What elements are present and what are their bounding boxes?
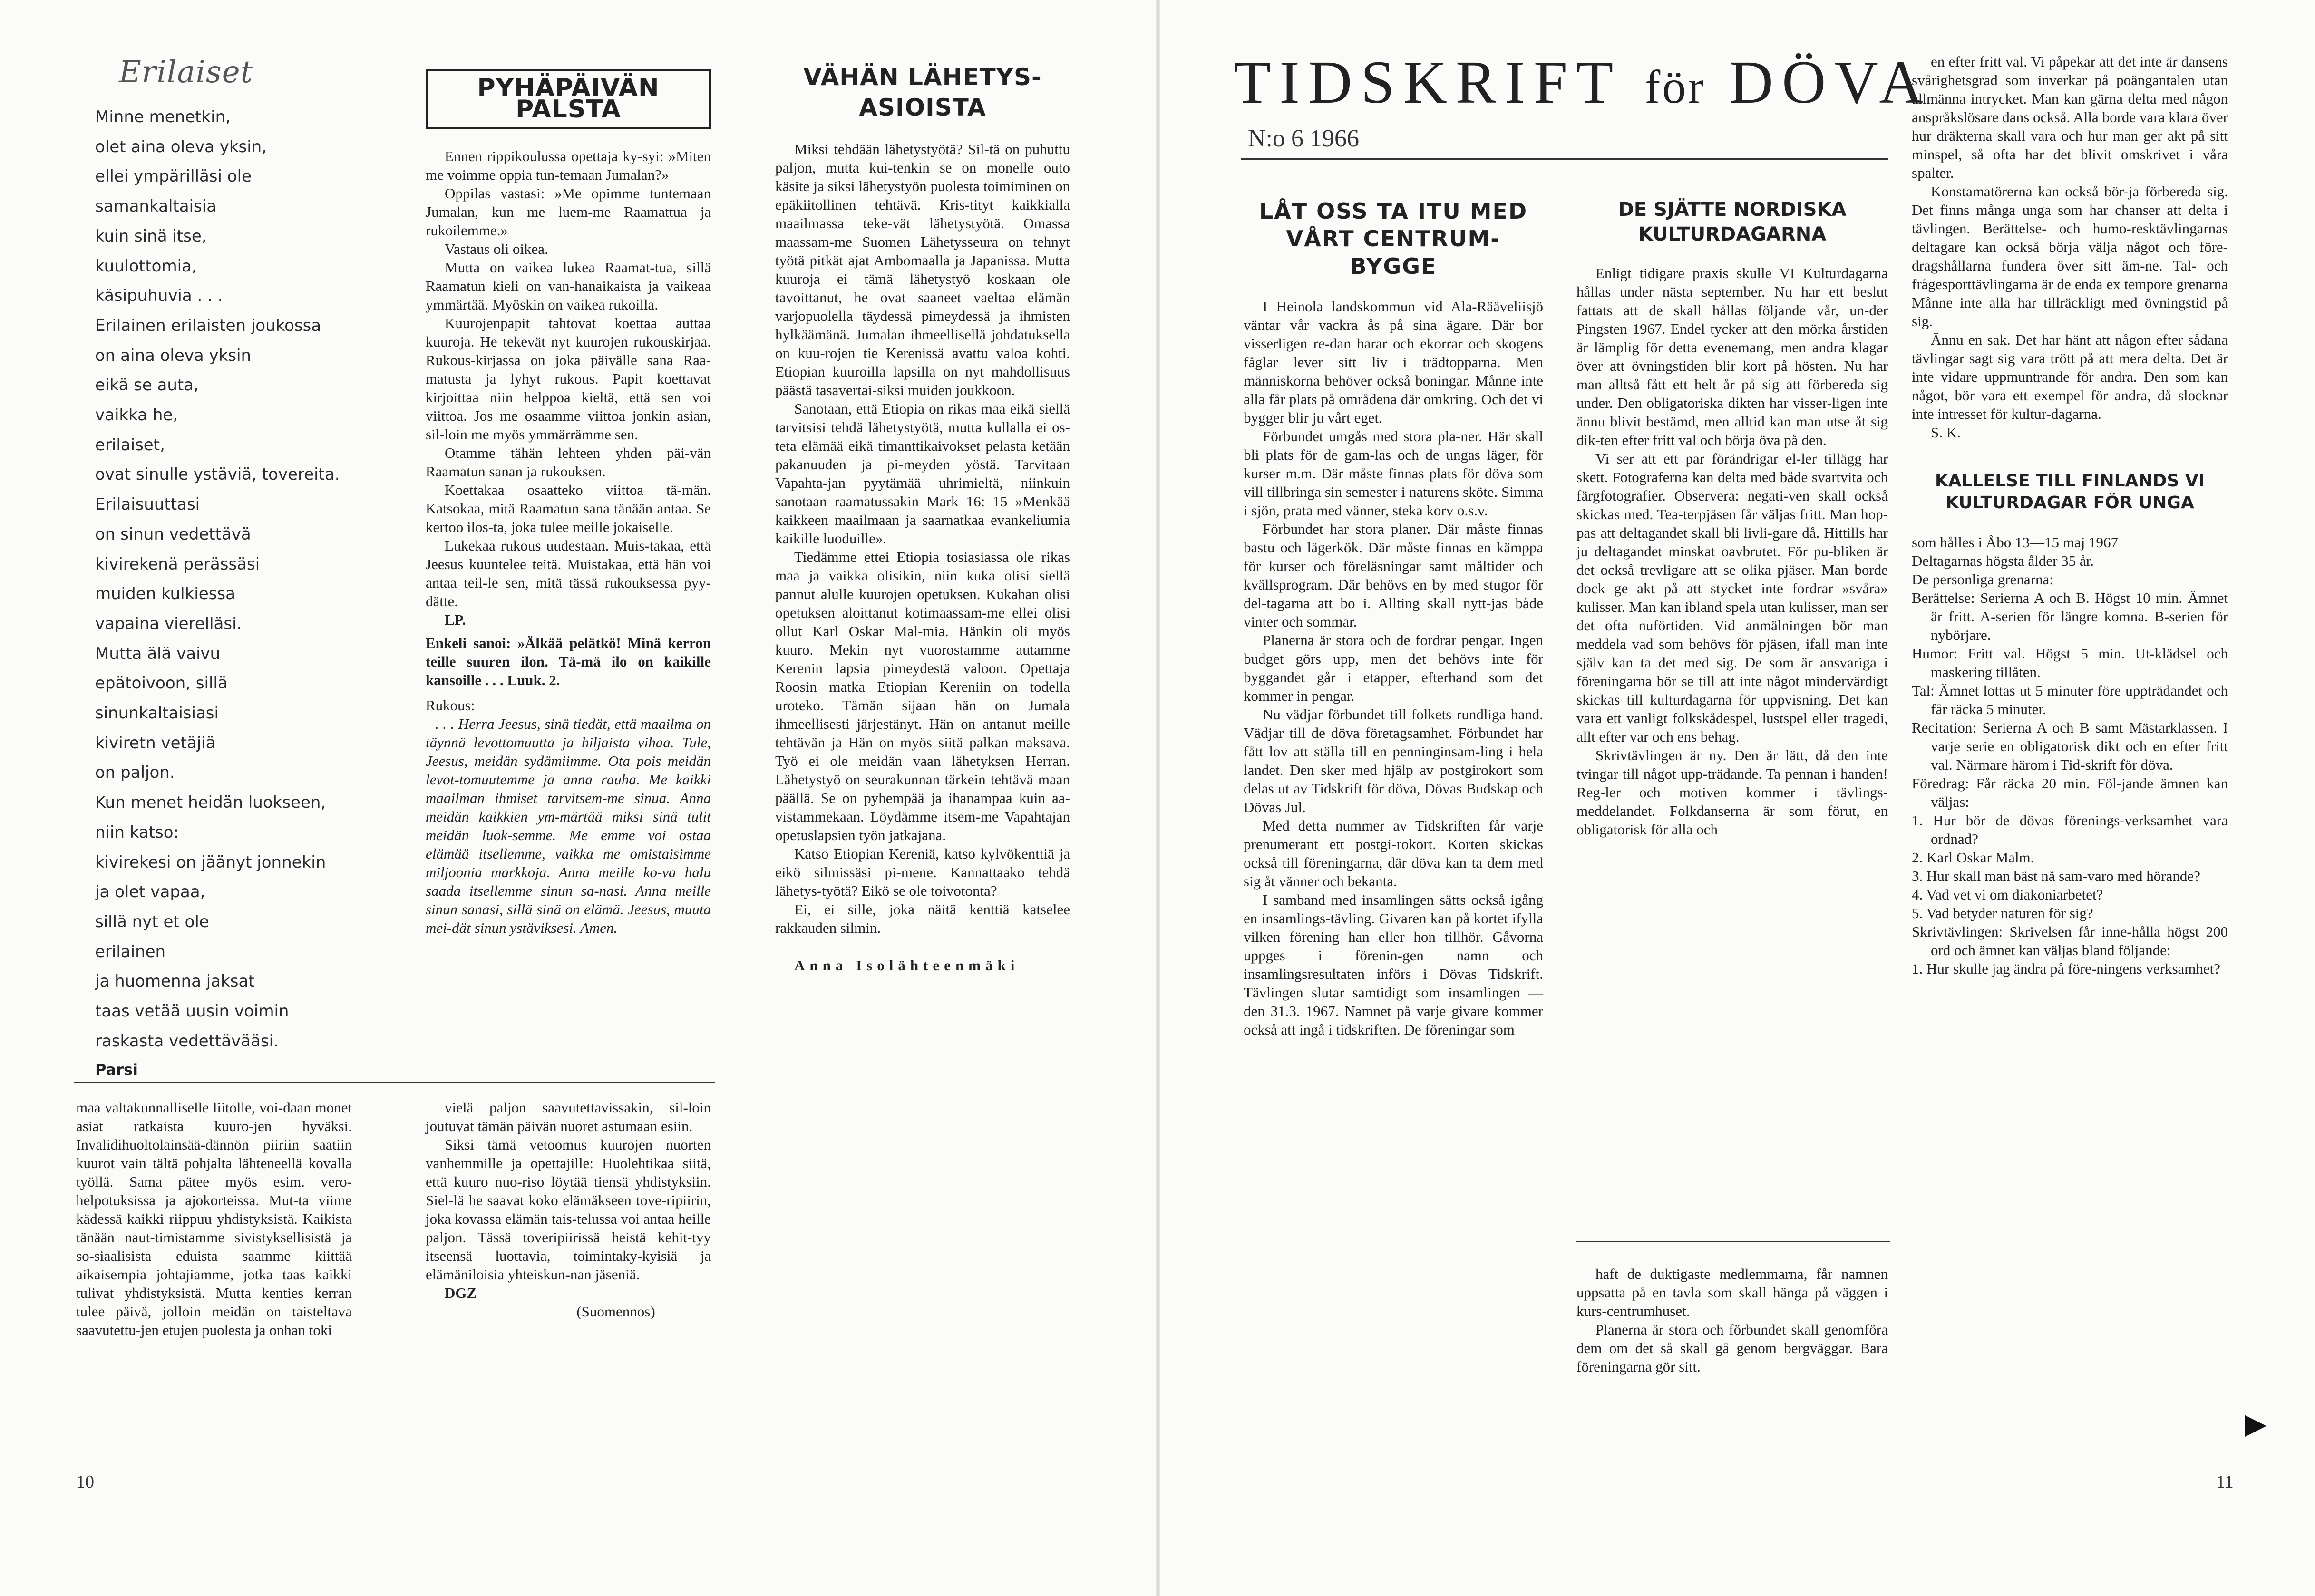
paragraph: Planerna är stora och de fordrar pengar. Ingen budget görs upp, men det behövs inte för byggandet går i etapper, efterhand som det kommer in pengar. [1244, 632, 1543, 704]
masthead-title-b: DÖVA [1729, 48, 1932, 116]
kallelse-line: De personliga grenarna: [1912, 571, 2053, 588]
lahetys-body [775, 140, 1070, 937]
paragraph: Siksi tämä vetoomus kuurojen nuorten vanhemmille ja opettajille: Huolehtikaa siitä, että kuuro nuo-riso löytää tiensä yhdistyksiin. Siel-lä he saavat koko elämäkseen tove-ripiirin, joka kovassa elämän tais-telussa voi antaa heille paljon. Tässä toveripiirissä heistä kehit-tyy itseensä luottavia, toimintaky-kyisiä ja elämäniloisia yhteiskun-nan jäseniä. [426, 1136, 711, 1283]
poem-line: käsipuhuvia . . . [95, 286, 223, 306]
paragraph: Mutta on vaikea lukea Raamat-tua, sillä Raamatun kieli on van-hanaikaista ja vaikeaa ymmärtää. Myöskin on vaikea rukoilla. [426, 259, 711, 313]
masthead [1234, 48, 1932, 117]
bottom-left-text: maa valtakunnalliselle liitolle, voi-daan monet asiat ratkaista kuuro-jen hyväksi. Invalidihuoltolainsää-dännön piiriin saatiin kuurot vain tältä pohjalta lähteneellä kovalla työllä. Sama pätee myös esim. vero-helpotuksissa ja ajokorteissa. Mut-ta viime kädessä kaikki riippuu yhdistyksistä. Kaikista tänään naut-timistamme sivistyksellisistä ja so-siaalisista eduista saamme kiittää aikaisempia johtajiamme, jotka taas kaikki tulivat yhdistyksistä. Mutta kenties kerran tulee päivä, jolloin meidän on taisteltava saavutettu-jen etujen puolesta ja onhan toki [76, 1099, 352, 1338]
kallelse-title: KALLELSE TILL FINLANDS VI KULTURDAGAR FÖR UNGA [1935, 471, 2205, 513]
centrum-body [1244, 297, 1543, 1039]
pyhapaiva-column [426, 69, 711, 937]
dgz-signature: DGZ [445, 1285, 477, 1301]
poem-line: samankaltaisia [95, 197, 217, 216]
poem-line: erilaiset, [95, 435, 165, 455]
continue-arrow-icon: ▶ [2245, 1408, 2267, 1440]
rukous-text: . . . Herra Jeesus, sinä tiedät, että maailma on täynnä levottomuutta ja hiljaista vihaa. Tule, Jeesus, meidän sydämiimme. Ota pois meidän levot-tomuutemme ja anna rauha. Me kaikki maailman ihmiset tarvitsem-me sinua. Anna meidän kaikkien ym-märtää miksi sinä tulit meidän luok-semme. Me emme voi ostaa elämää itsellemme, vaikka me omistaisimme miljoonia markkoja. Anna meille ko-va halu saada itsellemme sinun sa-nasi. Anna meille sinun sanasi, sillä sinä on elämä. Jeesus, muuta mei-dät sinun ystäviksesi. Amen. [426, 716, 711, 936]
paragraph: en efter fritt val. Vi påpekar att det inte är dansens svårighetsgrad som inverkar på poängantalen utan allmänna intrycket. Man kan gärna delta med någon anspråkslösare dans också. Alla borde vara klara över hur dräkterna skall vara och hur man ger akt på sitt minspel, så ofta har det blivit omskrivet i våra spalter. [1912, 53, 2228, 181]
kallelse-line: Tal: Ämnet lottas ut 5 minuter före uppträdandet och får räcka 5 minuter. [1912, 682, 2228, 717]
poem-line: Mutta älä vaivu [95, 644, 221, 663]
poem-line: kiviretn vetäjiä [95, 733, 216, 753]
kallelse-line: 3. Hur skall man bäst nå sam-varo med hörande? [1912, 868, 2200, 884]
poem-signature: Parsi [95, 1060, 138, 1079]
paragraph: Vastaus oli oikea. [445, 241, 548, 257]
poem-line: sillä nyt et ole [95, 912, 209, 931]
poem-line: Kun menet heidän luokseen, [95, 793, 326, 813]
paragraph: haft de duktigaste medlemmarna, får namnen uppsatta på en tavla som skall hänga på väggen i kurs-centrumhuset. [1576, 1266, 1888, 1319]
pyhapaiva-signature: LP. [445, 611, 466, 628]
lahetys-column [775, 62, 1070, 975]
paragraph: Vi ser att ett par förändrigar el-ler tillägg har skett. Fotograferna kan delta med både svartvita och färgfotografier. Observera: negati-ven skall också skickas med. Tea-terpjäsen får väljas fritt. Man hop-pas att deltagandet skall bli livli-gare då. Hittills har ju deltagandet minskat oavbrutet. För pu-bliken är det också trevligare att se olika pjäser. Man borde dock ge akt på att stycket inte fordrar »svåra» kulisser. Man kan ibland spela utan kulisser, man ser det ofta nuförtiden. Vid anmälningen bör man meddela vad som behövs för pjäsen, ifall man inte själv kan ta det med sig. De som är ansvariga i föreningarna bör se till att inte något mindervärdigt skickas till kulturdagarna för uppvisning. Det kan vara ett vanligt folkskådespel, lustspel eller tragedi, allt efter var och ens behag. [1576, 450, 1888, 745]
kallelse-line: 1. Hur skulle jag ändra på före-ningens verksamhet? [1912, 960, 2221, 977]
paragraph: Kuurojenpapit tahtovat koettaa auttaa kuuroja. He tekevät nyt kuurojen rukouskirjaa. Rukous-kirjassa on joka päivälle sana Raa-matusta ja lyhyt rukous. Papit koettavat kirjoittaa niin helppoa kieltä, että sen voi viittoa. Jos me osaamme viittoa jonkin asian, sil-loin me myös ymmärrämme sen. [426, 315, 711, 443]
enkeli-quote: Enkeli sanoi: »Älkää pelätkö! Minä kerron teille suuren ilon. Tä-mä ilo on kaikille kansoille . . . Luuk. 2. [426, 635, 711, 688]
paragraph: Lukekaa rukous uudestaan. Muis-takaa, että Jeesus kuuntelee teitä. Muistakaa, että hän voi antaa teil-le sen, mitä tässä rukouksessa pyy-dätte. [426, 537, 711, 609]
paragraph: Ennen rippikoulussa opettaja ky-syi: »Miten me voimme oppia tun-temaan Jumalan?» [426, 148, 711, 183]
kultur-title: DE SJÄTTE NORDISKA KULTURDAGARNA [1618, 199, 1847, 245]
page-number-right: 11 [2216, 1472, 2234, 1492]
kallelse-line: Skrivtävlingen: Skrivelsen får inne-hålla högst 200 ord och ämnet kan väljas bland följande: [1912, 923, 2228, 958]
kallelse-line: 1. Hur bör de dövas förenings-verksamhet vara ordnad? [1912, 812, 2228, 847]
poem-line: muiden kulkiessa [95, 584, 235, 604]
kallelse-line: Berättelse: Serierna A och B. Högst 10 min. Ämnet är fritt. A-serien för längre komna. B-serien för nybörjare. [1912, 590, 2228, 643]
masthead-rule [1241, 158, 1888, 160]
masthead-title-mid: för [1644, 60, 1706, 113]
paragraph: I samband med insamlingen sätts också igång en insamlings-tävling. Givaren kan på kortet ifylla vilken förening han eller hon tillhör. Gåvorna uppges i förenin-gen namn och insamlingsresultaten införs i Dövas Tidskrift. Tävlingen slutar samtidigt som insamlingen — den 31.3. 1967. Namnet på varje givare kommer också att ingå i tidskriften. De föreningar som [1244, 891, 1543, 1038]
poem-line: ja olet vapaa, [95, 882, 205, 902]
kallelse-line: Recitation: Serierna A och B samt Mästarklassen. I varje serie en obligatorisk dikt och en efter fritt val. Närmare härom i Tid-skrift för döva. [1912, 719, 2228, 773]
pyhapaiva-body [426, 147, 711, 610]
poem-line: on paljon. [95, 763, 175, 783]
issue-number: N:o 6 1966 [1248, 125, 1359, 152]
paragraph: Miksi tehdään lähetystyötä? Sil-tä on puhuttu paljon, mutta kui-tenkin se on monelle outo käsite ja siksi lähetystyön puolesta toimiminen on epäkiitollinen tehtävä. Kris-tityt kaikkialla maailmassa teke-vät lähetystyötä. Omassa maassam-me Suomen Lähetysseura on tehnyt työtä pitkät ajat Ambomaalla ja Japanissa. Mutta kuuroja ei tämä lähetystyö koskaan ole tavoittanut, he ovat saaneet vaeltaa elämän varjopuolella täydessä pimeydessä ja ihmisten hylkäämänä. Jumalan ihmeellisellä johdatuksella on kuu-rojen tie Kerenissä avattu valoa kohti. Etiopian kuuroilla lapsilla on nyt mahdollisuus päästä tasavertai-siksi muiden joukkoon. [775, 141, 1070, 398]
poem-column [76, 55, 352, 1081]
poem-line: on sinun vedettävä [95, 524, 251, 544]
page-number-left: 10 [76, 1472, 94, 1492]
paragraph: Konstamatörerna kan också bör-ja förbereda sig. Det finns många unga som har chanser att delta i tävlingen. Berättelse- och humo-resktävlingarnas deltagare kan också börja välja något och före-dragshållarna fundera över sitt äm-ne. Tal- och frågesporttävlingarna är de enda ex tempore grenarna Månne inte alla har tillräckligt med övningstid på sig. [1912, 183, 2228, 329]
paragraph: vielä paljon saavutettavissakin, sil-loin joutuvat tämän päivän nuoret astumaan esiin. [426, 1099, 711, 1134]
centrum-column [1244, 197, 1543, 1039]
poem-line: kuin sinä itse, [95, 226, 207, 246]
poem-line: epätoivoon, sillä [95, 674, 228, 693]
poem-line: ellei ympärilläsi ole [95, 167, 252, 186]
poem-lines [76, 102, 352, 1056]
paragraph: Ei, ei sille, joka näitä kenttiä katselee rakkauden silmin. [775, 901, 1070, 936]
poem-line: eikä se auta, [95, 376, 199, 395]
paragraph: Förbundet har stora planer. Där måste finnas bastu och lägerkök. Där måste finnas en kämppa för kurser och föreläsningar samt måltider och kvällsprogram. Där behövs en by med stugor för del-tagarna att bo i. Allting skall nytt-jas både vinter och sommar. [1244, 521, 1543, 630]
kallelse-line: 4. Vad vet vi om diakoniarbetet? [1912, 886, 2103, 903]
poem-line: on aina oleva yksin [95, 346, 252, 365]
poem-line: Erilainen erilaisten joukossa [95, 316, 321, 335]
poem-line: olet aina oleva yksin, [95, 137, 267, 156]
poem-line: ovat sinulle ystäviä, tovereita. [95, 465, 340, 484]
lahetys-signature: Anna Isolähteenmäki [794, 957, 1020, 974]
poem-line: kivirekesi on jäänyt jonnekin [95, 852, 326, 872]
kultur-divider [1576, 1241, 1890, 1242]
sk-signature: S. K. [1931, 424, 1961, 441]
kallelse-line: 5. Vad betyder naturen för sig? [1912, 905, 2093, 921]
poem-line: vapaina vierelläsi. [95, 614, 242, 633]
left-page [0, 0, 1156, 1596]
right-column [1912, 52, 2228, 978]
poem-line: taas vetää uusin voimin [95, 1002, 289, 1021]
poem-line: Erilaisuuttasi [95, 495, 200, 514]
bottom-mid-column [426, 1098, 711, 1321]
poem-title: Erilaiset [119, 55, 253, 90]
paragraph: Planerna är stora och förbundet skall genomföra dem om det så skall gå genom bergväggar. Bara föreningarna gör sitt. [1576, 1321, 1888, 1375]
suomennos-note: (Suomennos) [576, 1303, 655, 1320]
paragraph: Med detta nummer av Tidskriften får varje prenumerant ett postgi-rokort. Korten skickas också till föreningarna, där döva kan ta dem med sig åt vänner och bekanta. [1244, 817, 1543, 890]
bottom-left-column [76, 1098, 352, 1339]
poem-line: sinunkaltaisiasi [95, 704, 219, 723]
paragraph: Otamme tähän lehteen yhden päi-vän Raamatun sanan ja rukouksen. [426, 445, 711, 480]
paragraph: Tiedämme ettei Etiopia tosiasiassa ole rikas maa ja vaikka olisikin, niin kuka olisi siellä pannut alulle kuurojen opetuksen. Kukahan olisi opetuksen aloittanut kotimaassam-me ellei olisi ollut Karl Oskar Mal-mia. Hänkin oli myös kuuro. Mekin nyt vuorostamme autamme Kerenin lapsia pimeydestä valoon. Opettaja Roosin matka Etiopian Kereniin on todella uroteko. Tämän sijaan hän on Jumala ihmeellisesti järjestänyt. Hän on antanut meille tehtävän ja Hän on myös siitä palkan maksava. Työ ei ole meidän vaan lähetyksen Herran. Lähetystyö on seurakunnan tärkein tehtävä maan päällä. Se on pyhempää ja ihanampaa kuin aa-vistammekaan. Löydämme itsem-me Vapahtajan opetuslapsien työn jatkajana. [775, 549, 1070, 843]
paragraph: Sanotaan, että Etiopia on rikas maa eikä siellä tarvitsisi tehdä lähetystyötä, mutta kullalla ei os-teta elämää eikä timanttikaivokset pelasta ketään pakanuuden ja pi-meyden yöstä. Tarvitaan Vapahta-jan pyytämää uhrimieltä, niinkuin sanotaan raamatussakin Mark 16: 15 »Menkää kaikkeen maailmaan ja saarnatkaa evankeliumia kaikille luoduille». [775, 400, 1070, 547]
centrum-title: LÅT OSS TA ITU MED VÅRT CENTRUM-BYGGE [1259, 198, 1528, 279]
right-column-body [1912, 52, 2228, 423]
kultur-bottom-body [1576, 1265, 1888, 1376]
paragraph: Oppilas vastasi: »Me opimme tuntemaan Jumalan, kun me luem-me Raamattua ja rukoilemme.» [426, 185, 711, 239]
pyhapaiva-title: PYHÄPÄIVÄN PALSTA [426, 69, 711, 129]
page-gutter [1156, 0, 1160, 1596]
kallelse-body [1912, 533, 2228, 978]
bottom-mid-body [426, 1098, 711, 1284]
paragraph: Ännu en sak. Det har hänt att någon efter sådana tävlingar sagt sig vara trött på att mera delta. Det är inte vidare uppmuntrande för andra. Den som kan något, bör vara ett exempel för andra, då slocknar inte intresset för kultur-dagarna. [1912, 331, 2228, 422]
poem-line: erilainen [95, 942, 166, 961]
section-divider [74, 1082, 715, 1083]
lahetys-title: VÄHÄN LÄHETYS-ASIOISTA [803, 63, 1042, 121]
kallelse-line: Deltagarnas högsta ålder 35 år. [1912, 552, 2094, 569]
poem-line: vaikka he, [95, 406, 178, 425]
poem-line: Minne menetkin, [95, 107, 231, 126]
paragraph: Koettakaa osaatteko viittoa tä-män. Katsokaa, mitä Raamatun sana tänään antaa. Se kertoo ilos-ta, joka tulee meille jokaiselle. [426, 482, 711, 535]
rukous-label: Rukous: [426, 697, 475, 714]
paragraph: Skrivtävlingen är ny. Den är lätt, då den inte tvingar till något upp-trädande. Ta pennan i handen! Reg-ler och motiven kommer i tävlings-meddelandet. Folkdanserna är som förut, en obligatorisk för alla och [1576, 747, 1888, 838]
kallelse-line: 2. Karl Oskar Malm. [1912, 849, 2034, 866]
masthead-title-a: TIDSKRIFT [1234, 48, 1621, 116]
poem-line: ja huomenna jaksat [95, 972, 255, 991]
kallelse-line: Humor: Fritt val. Högst 5 min. Ut-klädsel och maskering tillåten. [1912, 645, 2228, 680]
paragraph: Nu vädjar förbundet till folkets rundliga hand. Vädjar till de döva företagsamhet. Förbundet har fått lov att ställa till en penninginsam-ling i hela landet. Den sker med hjälp av postgirokort som delas ut av Tidskrift för döva, Dövas Budskap och Dövas Jul. [1244, 706, 1543, 815]
poem-line: kuulottomia, [95, 256, 197, 276]
paragraph: Katso Etiopian Kereniä, katso kylvökenttiä ja eikö silmissäsi pi-mene. Kannattaako tehdä lähetys-työtä? Eikö se ole toivotonta? [775, 845, 1070, 899]
paragraph: I Heinola landskommun vid Ala-Rääveliisjö väntar vår vackra ås på sina ägare. Där bor visserligen re-dan harar och ekorrar och skogens fåglar lever sitt liv i trädtopparna. Men människorna behöver också boningar. Månne inte alla får plats på områdena där omkring. Och det vi bygger blir ju vårt eget. [1244, 298, 1543, 426]
paragraph: Förbundet umgås med stora pla-ner. Här skall bli plats för de gam-las och de ungas läger, för kurser m.m. Där måste finnas plats för döva som vill tillbringa sin semester i naturens sköte. Simma i sjön, prata med vänner, steka korv o.s.v. [1244, 428, 1543, 519]
kallelse-line: som hålles i Åbo 13—15 maj 1967 [1912, 534, 2118, 551]
kultur-bottom-column [1576, 1265, 1888, 1376]
kultur-body [1576, 264, 1888, 839]
kallelse-line: Föredrag: Får räcka 20 min. Föl-jande ämnen kan väljas: [1912, 775, 2228, 810]
kultur-column [1576, 197, 1888, 839]
poem-line: kivirekenä perässäsi [95, 554, 260, 574]
paragraph: Enligt tidigare praxis skulle VI Kulturdagarna hållas under nästa september. Nu har ett beslut fattats att de skall hållas följande vår, un-der Pingsten 1967. Endel tycker att den mörka årstiden är lämplig för detta evenemang, men andra klagar över att övningstiden blir kort på hösten. Nu har man alltså fått ett helt år på sig att förbereda sig under. Den obligatoriska dikten har visser-ligen inte ännu blivit bestämd, men alltid kan man utse åt sig dik-ten efter fritt val och börja öva på den. [1576, 265, 1888, 448]
poem-line: raskasta vedettävääsi. [95, 1031, 279, 1051]
poem-line: niin katso: [95, 822, 179, 842]
